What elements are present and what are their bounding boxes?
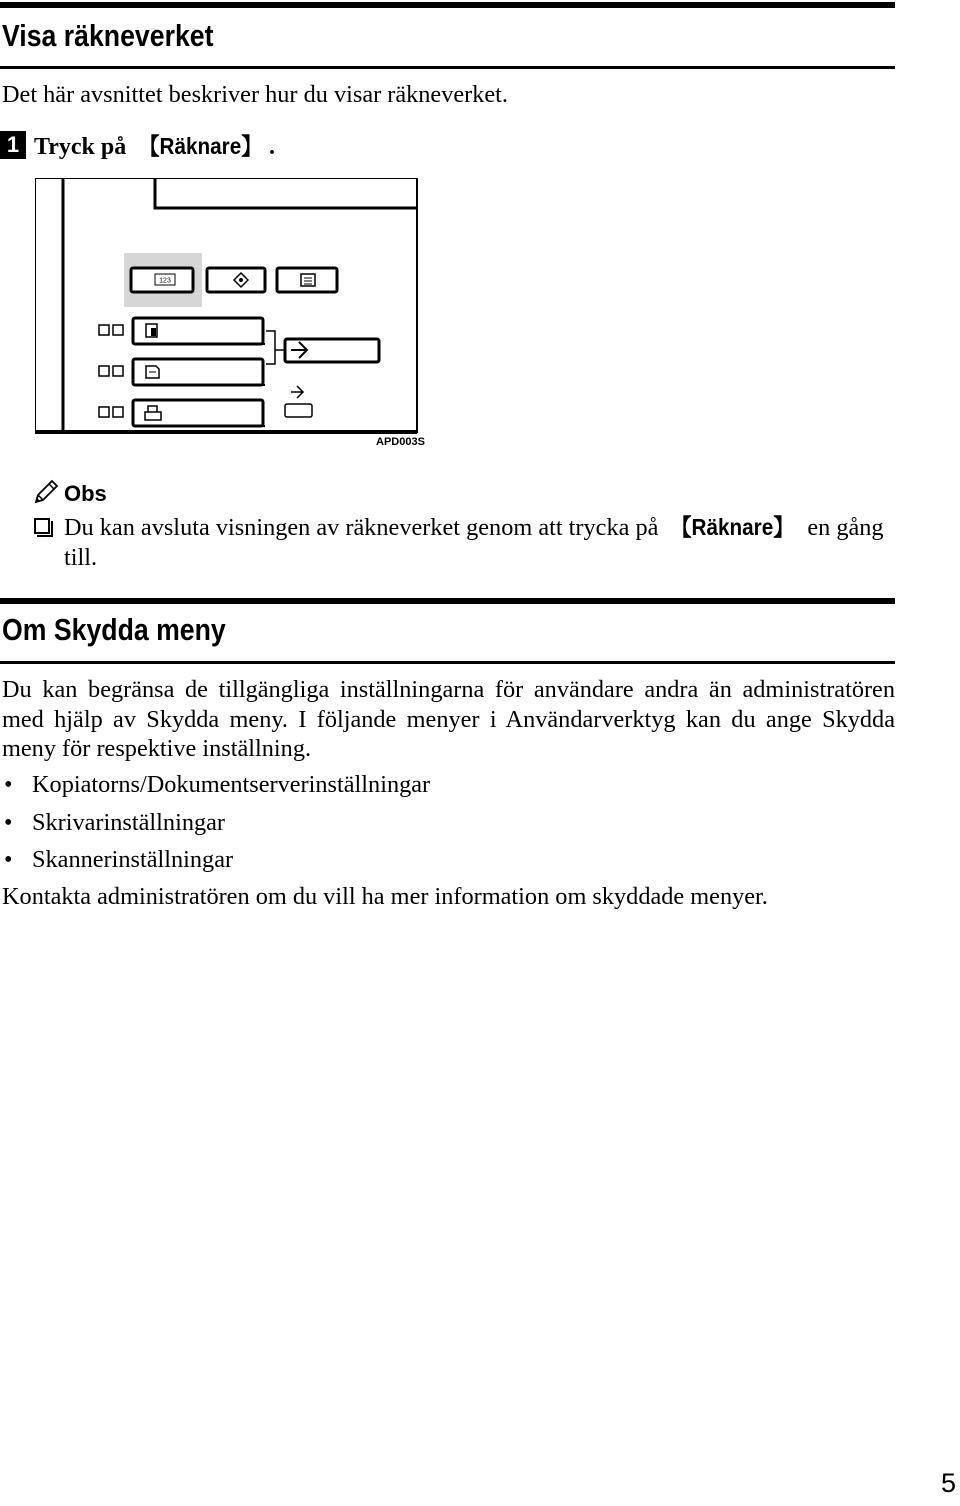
section2-rule-top — [0, 598, 895, 604]
step-number-icon: 1 — [0, 131, 26, 159]
mode-key-document-server — [133, 359, 265, 385]
small-key — [285, 404, 312, 417]
mode-key-copy — [133, 318, 265, 344]
step-text-suffix: . — [269, 134, 276, 160]
note-text-suffix: en gång till. — [64, 514, 884, 571]
key-raknare: 【Räknare】 — [139, 133, 263, 159]
indicator-lights — [99, 325, 123, 417]
section-title-visa-rakneverket: Visa räkneverket — [2, 18, 214, 53]
mode-key-printer — [133, 400, 265, 426]
pencil-icon — [32, 478, 60, 506]
section-title-om-skydda-meny: Om Skydda meny — [2, 612, 226, 647]
page-number: 5 — [940, 1468, 956, 1498]
figure-code: APD003S — [376, 436, 425, 448]
bullet-list — [0, 770, 430, 883]
start-arrow-small-icon — [291, 386, 303, 398]
checkbox-icon — [34, 518, 50, 534]
control-panel-illustration — [35, 178, 419, 434]
list-item: • Skrivarinställningar — [0, 808, 430, 846]
intro-text: Det här avsnittet beskriver hur du visar räkneverket. — [2, 81, 508, 108]
menu-button — [277, 268, 337, 292]
section-rule-top — [0, 2, 895, 8]
start-key — [285, 339, 379, 362]
section-rule-bottom — [0, 66, 895, 69]
step-text-prefix: Tryck på — [34, 134, 127, 160]
list-item: • Skannerinställningar — [0, 845, 430, 883]
step-1 — [0, 128, 275, 161]
program-button — [207, 268, 265, 292]
closing-text: Kontakta administratören om du vill ha mer information om skyddade menyer. — [2, 883, 768, 910]
list-item: • Kopiatorns/Dokumentserverinställningar — [0, 770, 430, 808]
panel-outline — [35, 178, 417, 433]
note-text-prefix: Du kan avsluta visningen av räkneverket genom att trycka på — [64, 514, 665, 541]
counter-button-label: 123 — [159, 277, 171, 285]
note-key-raknare: 【Räknare】 — [671, 514, 795, 540]
bracket-lines — [266, 331, 285, 364]
section2-rule-bottom — [0, 661, 895, 664]
step-instruction — [34, 128, 275, 161]
note-title: Obs — [64, 481, 107, 506]
section2-paragraph: Du kan begränsa de tillgängliga inställningarna för användare andra än administratören med hjälp av Skydda meny. I följande menyer i Användarverktyg kan du ange Skydda meny för respektive inställning. — [2, 676, 895, 762]
note-text — [64, 512, 895, 573]
panel-inner-top — [155, 178, 417, 208]
counter-button — [131, 268, 193, 292]
